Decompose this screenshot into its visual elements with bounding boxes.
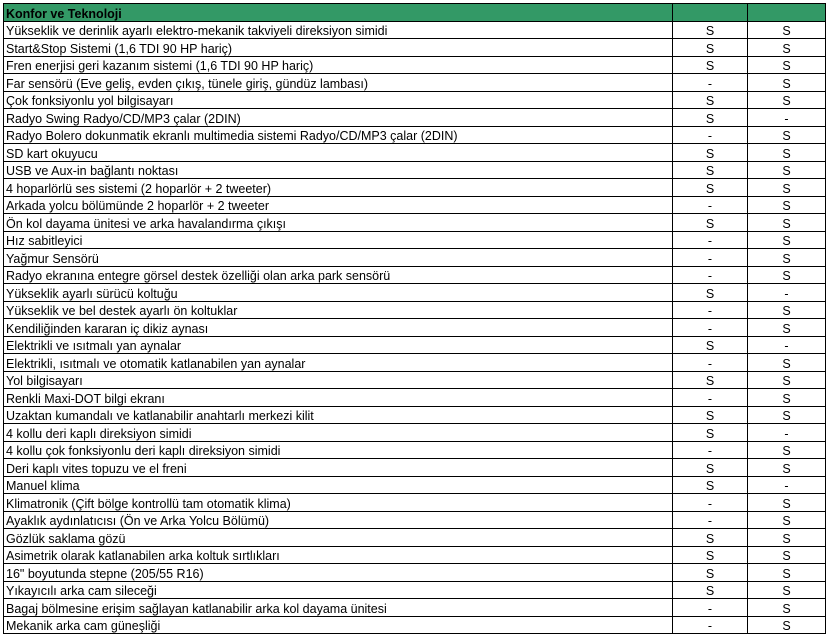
spec-table-wrapper	[3, 3, 826, 634]
trim-1-availability-cell: -	[673, 354, 748, 372]
table-row	[4, 529, 826, 547]
trim-2-availability-cell: S	[748, 599, 826, 617]
trim-1-availability-cell: -	[673, 231, 748, 249]
table-row	[4, 196, 826, 214]
feature-name-cell: Gözlük saklama gözü	[4, 529, 673, 547]
trim-1-availability-cell: S	[673, 161, 748, 179]
feature-name-cell: 4 kollu deri kaplı direksiyon simidi	[4, 424, 673, 442]
trim-1-availability-cell: -	[673, 494, 748, 512]
table-row	[4, 441, 826, 459]
feature-name-cell: Arkada yolcu bölümünde 2 hoparlör + 2 tweeter	[4, 196, 673, 214]
table-row	[4, 371, 826, 389]
trim-2-availability-cell: S	[748, 546, 826, 564]
table-row	[4, 424, 826, 442]
trim-1-availability-cell: -	[673, 319, 748, 337]
trim-1-availability-cell: -	[673, 301, 748, 319]
table-row	[4, 301, 826, 319]
trim-1-availability-cell: S	[673, 109, 748, 127]
trim-2-availability-cell: S	[748, 231, 826, 249]
feature-name-cell: 4 hoparlörlü ses sistemi (2 hoparlör + 2 tweeter)	[4, 179, 673, 197]
trim-1-availability-cell: S	[673, 581, 748, 599]
table-row	[4, 336, 826, 354]
trim-1-availability-cell: -	[673, 126, 748, 144]
feature-name-cell: USB ve Aux-in bağlantı noktası	[4, 161, 673, 179]
trim-2-availability-cell: S	[748, 406, 826, 424]
trim-1-availability-cell: S	[673, 39, 748, 57]
trim-1-availability-cell: S	[673, 564, 748, 582]
table-row	[4, 406, 826, 424]
table-row	[4, 56, 826, 74]
table-row	[4, 564, 826, 582]
feature-name-cell: Fren enerjisi geri kazanım sistemi (1,6 TDI 90 HP hariç)	[4, 56, 673, 74]
trim-2-availability-cell: S	[748, 459, 826, 477]
feature-name-cell: Yol bilgisayarı	[4, 371, 673, 389]
trim-1-availability-cell: S	[673, 424, 748, 442]
trim-2-availability-cell: -	[748, 476, 826, 494]
trim-1-availability-cell: S	[673, 459, 748, 477]
feature-name-cell: Far sensörü (Eve geliş, evden çıkış, tünele giriş, gündüz lambası)	[4, 74, 673, 92]
feature-name-cell: Ön kol dayama ünitesi ve arka havalandırma çıkışı	[4, 214, 673, 232]
trim-1-availability-cell: -	[673, 599, 748, 617]
trim-2-availability-cell: S	[748, 494, 826, 512]
table-row	[4, 249, 826, 267]
trim-1-availability-cell: -	[673, 266, 748, 284]
table-row	[4, 266, 826, 284]
feature-name-cell: Start&Stop Sistemi (1,6 TDI 90 HP hariç)	[4, 39, 673, 57]
trim-2-availability-cell: S	[748, 179, 826, 197]
table-row	[4, 459, 826, 477]
feature-name-cell: Yağmur Sensörü	[4, 249, 673, 267]
trim-2-availability-cell: S	[748, 564, 826, 582]
trim-2-availability-cell: -	[748, 336, 826, 354]
trim-2-availability-cell: S	[748, 511, 826, 529]
feature-name-cell: Elektrikli ve ısıtmalı yan aynalar	[4, 336, 673, 354]
trim-1-availability-cell: S	[673, 91, 748, 109]
table-row	[4, 39, 826, 57]
trim-1-availability-cell: S	[673, 179, 748, 197]
trim-2-availability-cell: S	[748, 91, 826, 109]
feature-name-cell: Yükseklik ayarlı sürücü koltuğu	[4, 284, 673, 302]
trim-2-availability-cell: -	[748, 424, 826, 442]
feature-name-cell: Uzaktan kumandalı ve katlanabilir anahtarlı merkezi kilit	[4, 406, 673, 424]
trim-1-availability-cell: -	[673, 441, 748, 459]
trim-2-availability-cell: S	[748, 371, 826, 389]
table-row	[4, 389, 826, 407]
trim-1-availability-cell: S	[673, 336, 748, 354]
trim-2-availability-cell: -	[748, 284, 826, 302]
trim-2-availability-cell: S	[748, 56, 826, 74]
table-row	[4, 494, 826, 512]
trim-1-availability-cell: S	[673, 476, 748, 494]
feature-name-cell: Manuel klima	[4, 476, 673, 494]
feature-name-cell: Radyo Swing Radyo/CD/MP3 çalar (2DIN)	[4, 109, 673, 127]
table-row	[4, 581, 826, 599]
trim-1-availability-cell: -	[673, 616, 748, 634]
feature-name-cell: 16" boyutunda stepne (205/55 R16)	[4, 564, 673, 582]
trim-1-availability-cell: -	[673, 511, 748, 529]
trim-2-availability-cell: S	[748, 616, 826, 634]
trim-1-availability-cell: S	[673, 214, 748, 232]
table-row	[4, 599, 826, 617]
trim-1-availability-cell: S	[673, 56, 748, 74]
feature-name-cell: Deri kaplı vites topuzu ve el freni	[4, 459, 673, 477]
trim-2-availability-cell: S	[748, 196, 826, 214]
table-row	[4, 284, 826, 302]
trim-2-availability-cell: S	[748, 581, 826, 599]
feature-name-cell: Kendiliğinden kararan iç dikiz aynası	[4, 319, 673, 337]
trim-2-availability-cell: S	[748, 74, 826, 92]
feature-name-cell: Radyo Bolero dokunmatik ekranlı multimedia sistemi Radyo/CD/MP3 çalar (2DIN)	[4, 126, 673, 144]
table-row	[4, 161, 826, 179]
trim-2-availability-cell: S	[748, 21, 826, 39]
table-row	[4, 354, 826, 372]
feature-name-cell: Yükseklik ve bel destek ayarlı ön koltuklar	[4, 301, 673, 319]
header-value-cell	[673, 4, 748, 22]
table-row	[4, 319, 826, 337]
table-row	[4, 109, 826, 127]
table-row	[4, 214, 826, 232]
table-row	[4, 74, 826, 92]
equipment-table	[3, 3, 826, 634]
feature-name-cell: 4 kollu çok fonksiyonlu deri kaplı direksiyon simidi	[4, 441, 673, 459]
trim-1-availability-cell: S	[673, 144, 748, 162]
table-row	[4, 91, 826, 109]
table-row	[4, 231, 826, 249]
table-body	[4, 4, 826, 634]
feature-name-cell: Çok fonksiyonlu yol bilgisayarı	[4, 91, 673, 109]
trim-1-availability-cell: -	[673, 389, 748, 407]
feature-name-cell: Hız sabitleyici	[4, 231, 673, 249]
feature-name-cell: Elektrikli, ısıtmalı ve otomatik katlanabilen yan aynalar	[4, 354, 673, 372]
feature-name-cell: Ayaklık aydınlatıcısı (Ön ve Arka Yolcu Bölümü)	[4, 511, 673, 529]
trim-2-availability-cell: S	[748, 319, 826, 337]
feature-name-cell: Bagaj bölmesine erişim sağlayan katlanabilir arka kol dayama ünitesi	[4, 599, 673, 617]
trim-2-availability-cell: S	[748, 249, 826, 267]
trim-2-availability-cell: S	[748, 126, 826, 144]
trim-1-availability-cell: -	[673, 249, 748, 267]
table-row	[4, 126, 826, 144]
feature-name-cell: Yıkayıcılı arka cam sileceği	[4, 581, 673, 599]
trim-1-availability-cell: S	[673, 546, 748, 564]
trim-1-availability-cell: -	[673, 196, 748, 214]
header-value-cell	[748, 4, 826, 22]
trim-1-availability-cell: S	[673, 371, 748, 389]
trim-2-availability-cell: S	[748, 389, 826, 407]
trim-2-availability-cell: S	[748, 354, 826, 372]
feature-name-cell: Yükseklik ve derinlik ayarlı elektro-mekanik takviyeli direksiyon simidi	[4, 21, 673, 39]
trim-1-availability-cell: S	[673, 284, 748, 302]
table-row	[4, 511, 826, 529]
table-row	[4, 476, 826, 494]
trim-2-availability-cell: -	[748, 109, 826, 127]
feature-name-cell: Renkli Maxi-DOT bilgi ekranı	[4, 389, 673, 407]
feature-name-cell: SD kart okuyucu	[4, 144, 673, 162]
feature-name-cell: Asimetrik olarak katlanabilen arka koltuk sırtlıkları	[4, 546, 673, 564]
trim-2-availability-cell: S	[748, 144, 826, 162]
section-title: Konfor ve Teknoloji	[4, 4, 673, 22]
trim-2-availability-cell: S	[748, 39, 826, 57]
table-row	[4, 616, 826, 634]
trim-2-availability-cell: S	[748, 529, 826, 547]
table-row	[4, 144, 826, 162]
trim-1-availability-cell: -	[673, 74, 748, 92]
feature-name-cell: Mekanik arka cam güneşliği	[4, 616, 673, 634]
feature-name-cell: Klimatronik (Çift bölge kontrollü tam otomatik klima)	[4, 494, 673, 512]
trim-2-availability-cell: S	[748, 214, 826, 232]
table-row	[4, 179, 826, 197]
feature-name-cell: Radyo ekranına entegre görsel destek özelliği olan arka park sensörü	[4, 266, 673, 284]
trim-2-availability-cell: S	[748, 441, 826, 459]
trim-1-availability-cell: S	[673, 529, 748, 547]
section-header-row	[4, 4, 826, 22]
trim-2-availability-cell: S	[748, 266, 826, 284]
trim-2-availability-cell: S	[748, 161, 826, 179]
table-row	[4, 546, 826, 564]
trim-1-availability-cell: S	[673, 21, 748, 39]
table-row	[4, 21, 826, 39]
trim-2-availability-cell: S	[748, 301, 826, 319]
trim-1-availability-cell: S	[673, 406, 748, 424]
